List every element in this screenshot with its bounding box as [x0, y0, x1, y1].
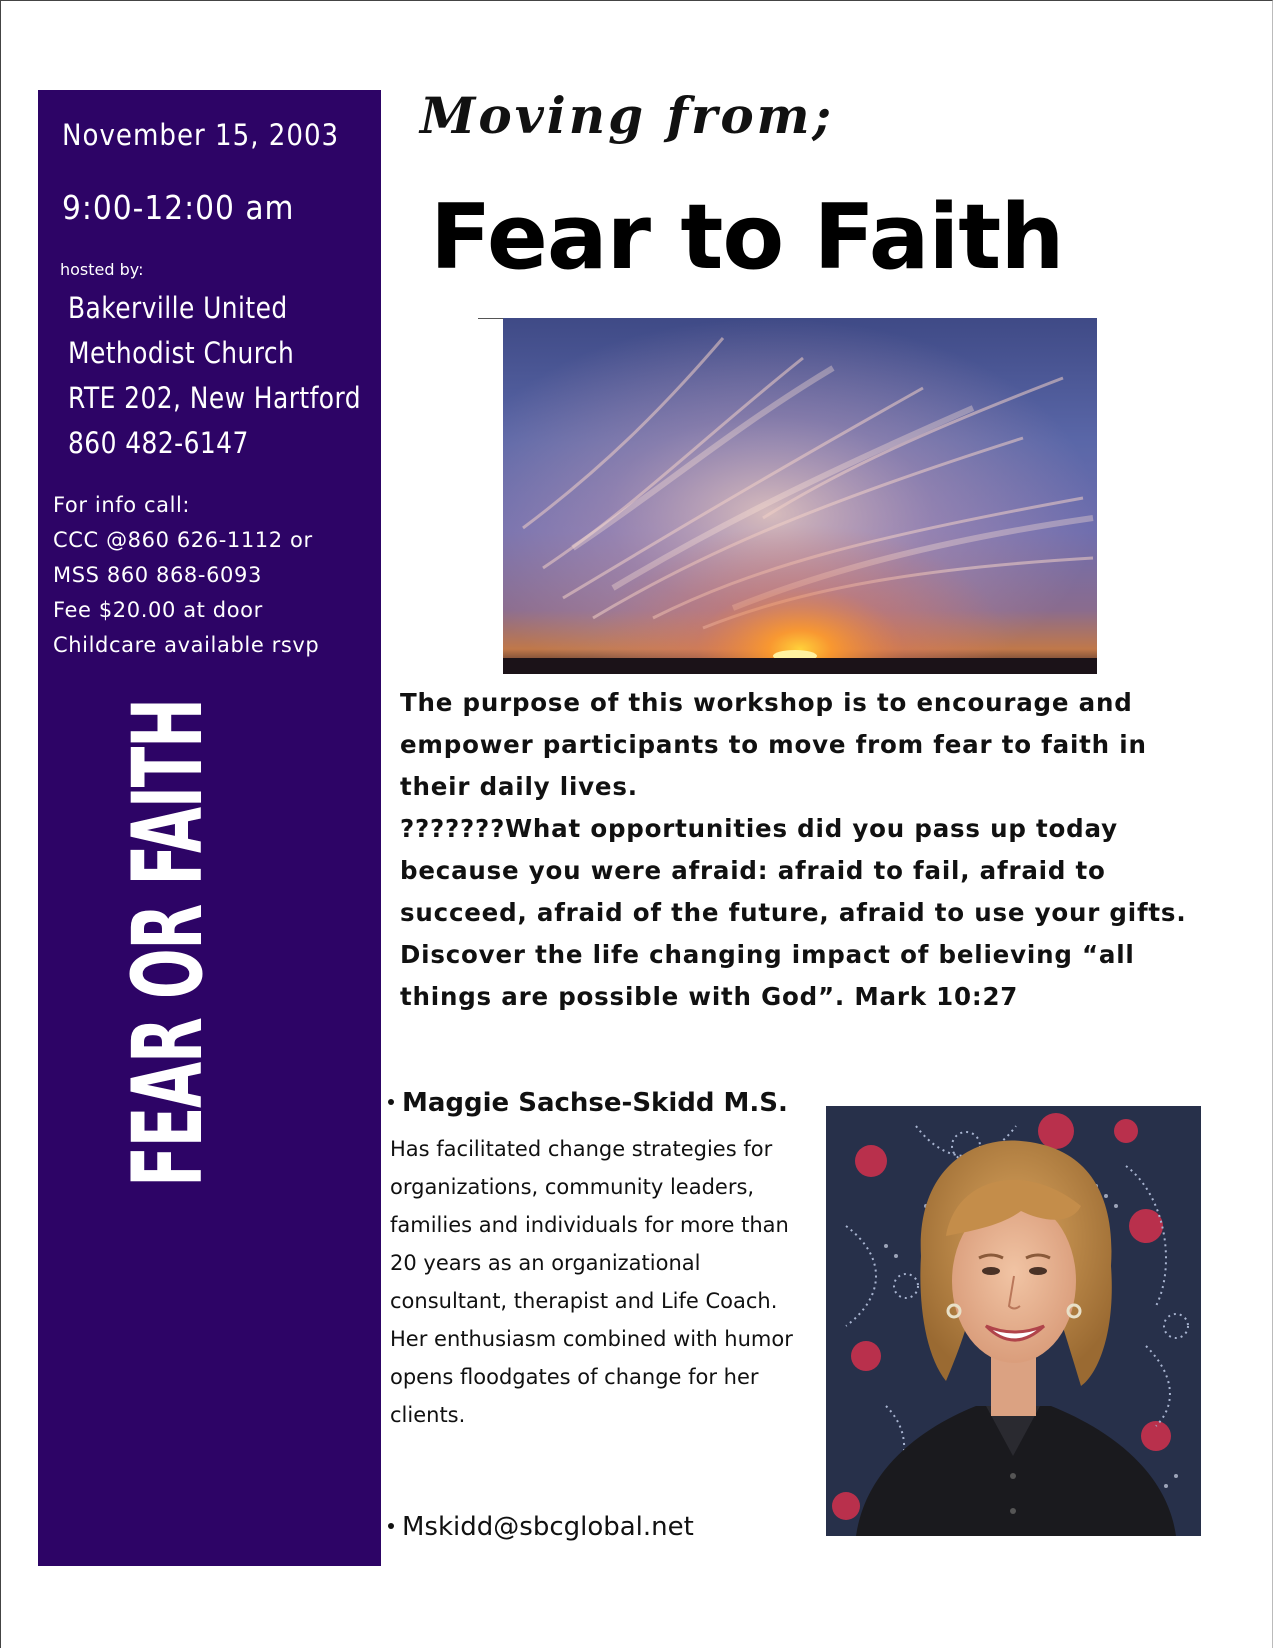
- presenter-email: [388, 1512, 694, 1542]
- presenter-bio: Has facilitated change strategies for organizations, community leaders, families and individuals for more than 20 years as an organizational consultant, therapist and Life Coach. Her enthusiasm combined with humor opens floodgates of change for her clients.: [390, 1137, 793, 1427]
- hosted-by-label: hosted by:: [60, 260, 144, 279]
- address-line: Methodist Church: [68, 336, 295, 370]
- presenter-portrait-photo: [826, 1106, 1201, 1536]
- info-line: Fee $20.00 at door: [53, 598, 263, 622]
- bullet-icon: [388, 1099, 394, 1105]
- host-address: [68, 286, 361, 466]
- decorative-rule: [478, 318, 506, 319]
- vertical-title-container: [98, 699, 238, 1187]
- sidebar-panel: [38, 90, 381, 1566]
- presenter-name-text: Maggie Sachse-Skidd M.S.: [402, 1088, 788, 1118]
- description-paragraph: The purpose of this workshop is to encourage and empower participants to move from fear to faith in their daily lives.: [400, 688, 1147, 801]
- info-line: For info call:: [53, 493, 191, 517]
- info-line: MSS 860 868-6093: [53, 563, 262, 587]
- address-line: RTE 202, New Hartford: [68, 381, 362, 415]
- presenter-name: [388, 1088, 788, 1118]
- info-line: Childcare available rsvp: [53, 633, 320, 657]
- address-line: 860 482-6147: [68, 426, 249, 460]
- presenter-email-text: Mskidd@sbcglobal.net: [402, 1512, 694, 1542]
- description-paragraph: Discover the life changing impact of believing “all things are possible with God”. Mark 10:27: [400, 940, 1135, 1011]
- event-time: 9:00-12:00 am: [62, 188, 295, 227]
- page-title: Fear to Faith: [430, 185, 1064, 290]
- sunset-sky-photo: [503, 318, 1097, 674]
- vertical-title-text: FEAR OR FAITH: [112, 699, 224, 1187]
- subtitle-script: Moving from;: [420, 86, 835, 145]
- bullet-icon: [388, 1523, 394, 1529]
- info-line: CCC @860 626-1112 or: [53, 528, 313, 552]
- event-date: November 15, 2003: [62, 118, 340, 152]
- description-paragraph: ???????What opportunities did you pass up today because you were afraid: afraid to fail, afraid to succeed, afraid of the future, afraid to use your gifts.: [400, 814, 1187, 927]
- address-line: Bakerville United: [68, 291, 288, 325]
- workshop-description: [400, 682, 1200, 1018]
